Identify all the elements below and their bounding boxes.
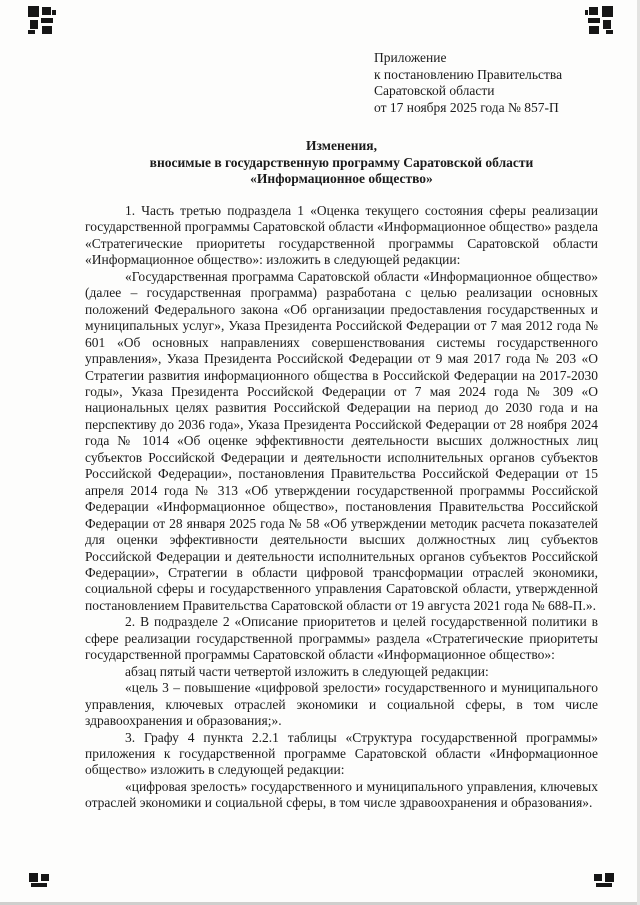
registration-mark-bottom-right-icon [592, 873, 614, 887]
registration-mark-top-left-icon [28, 6, 56, 34]
annex-line: Саратовской области [374, 83, 495, 99]
document-title [85, 138, 598, 188]
paragraph-2: «Государственная программа Саратовской области «Информационное общество» (далее – государственная программа) разработана с целью реализации основных положений Федерального закона «Об организации предоставления государственных и муниципальных услуг», Указа Президента Российской Федерации от 7 мая 2012 года № 601 «Об основных направлениях совершенствования системы государственного управления», Указа Президента Российской Федерации от 9 мая 2017 года № 203 «О Стратегии развития информационного общества в Российской Федерации на 2017-2030 годы», Указа Президента Российской Федерации от 7 мая 2024 года № 309 «О национальных целях развития Российской Федерации на период до 2030 года и на перспективу до 2036 года», Указа Президента Российской Федерации от 28 ноября 2024 года № 1014 «Об оценке эффективности деятельности высших должностных лиц субъектов Российской Федерации и деятельности исполнительных органов субъектов Российской Федерации», постановления Правительства Российской Федерации от 15 апреля 2014 года № 313 «Об утверждении государственной программы Российской Федерации «Информационное общество», постановления Правительства Российской Федерации от 28 января 2025 года № 58 «Об утверждении методик расчета показателей для оценки эффективности деятельности высших должностных лиц субъектов Российской Федерации и деятельности исполнительных органов субъектов Российской Федерации», Стратегии в области цифровой трансформации отраслей экономики, социальной сферы и государственного управления Саратовской области, утвержденной постановлением Правительства Саратовской области от 19 августа 2021 года № 688-П.». [85, 268, 598, 613]
paragraph-6: 3. Графу 4 пункта 2.2.1 таблицы «Структура государственной программы» приложения к государственной программе Саратовской области «Информационное общество» изложить в следующей редакции: [85, 729, 598, 778]
document-body [85, 203, 598, 812]
title-line: Изменения, [306, 138, 377, 153]
paragraph-4: абзац пятый части четвертой изложить в следующей редакции: [125, 663, 489, 679]
paragraph-7: «цифровая зрелость» государственного и муниципального управления, ключевых отраслей экономики и социальной сферы, в том числе здравоохранения и образования». [85, 778, 598, 811]
title-line: вносимые в государственную программу Саратовской области [149, 154, 534, 170]
paragraph-5: «цель 3 – повышение «цифровой зрелости» государственного и муниципального управления, ключевых отраслей экономики и социальной сферы, в том числе здравоохранения и образования;». [85, 680, 598, 729]
annex-reference [374, 50, 562, 116]
paragraph-3: 2. В подразделе 2 «Описание приоритетов и целей государственной политики в сфере реализации государственной программы» раздела «Стратегические приоритеты государственной программы Саратовской области «Информационное общество»: [85, 614, 598, 663]
paragraph-1: 1. Часть третью подраздела 1 «Оценка текущего состояния сферы реализации государственной программы Саратовской области «Информационное общество» раздела «Стратегические приоритеты государственной программы Саратовской области «Информационное общество»: изложить в следующей редакции: [85, 203, 598, 268]
title-line: «Информационное общество» [250, 171, 433, 187]
annex-line: Приложение [374, 50, 447, 65]
registration-mark-top-right-icon [585, 6, 613, 34]
registration-mark-bottom-left-icon [29, 873, 51, 887]
annex-line: к постановлению Правительства [374, 66, 563, 82]
annex-line: от 17 ноября 2025 года № 857-П [374, 99, 559, 115]
